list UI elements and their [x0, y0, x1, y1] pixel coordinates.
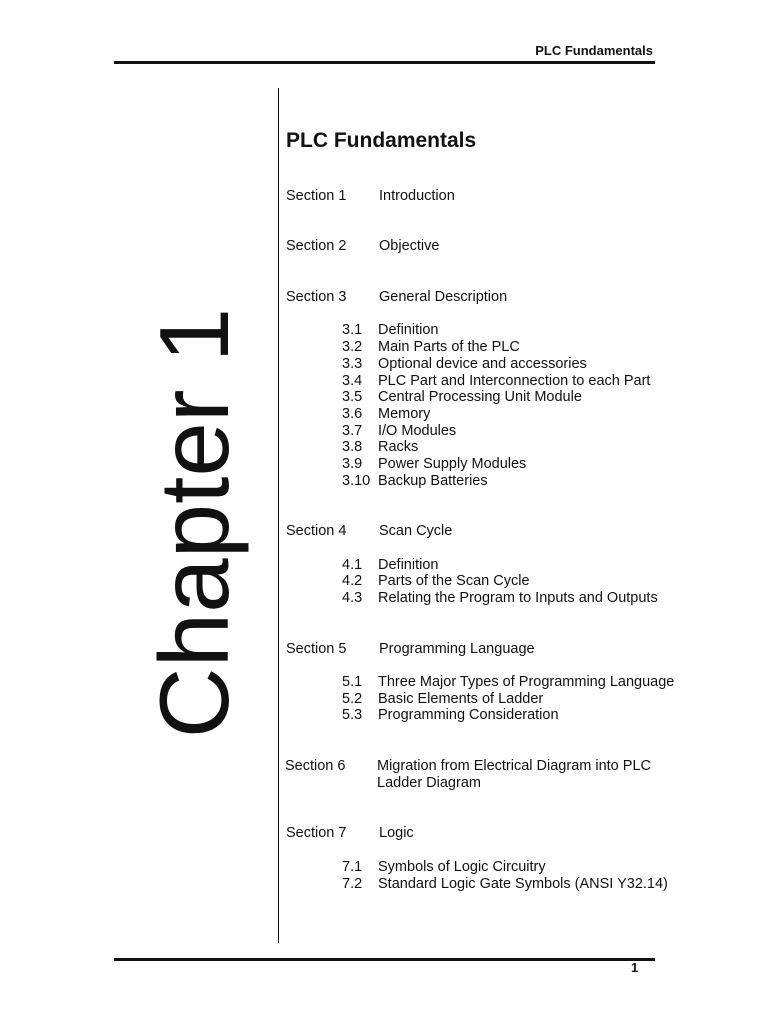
section-title: Scan Cycle	[379, 523, 453, 539]
section-label: Section 4	[286, 523, 347, 539]
subsection-number: 3.10	[342, 473, 371, 489]
subsection-number: 5.2	[342, 691, 363, 707]
subsection-title: Memory	[378, 406, 431, 422]
section-label: Section 2	[286, 238, 347, 254]
subsection-number: 3.2	[342, 339, 363, 355]
subsection-title: Definition	[378, 322, 439, 338]
section-label: Section 6	[285, 758, 346, 774]
subsection-title: Symbols of Logic Circuitry	[378, 859, 546, 875]
subsection-number: 3.8	[342, 439, 363, 455]
subsection-title: PLC Part and Interconnection to each Part	[378, 373, 651, 389]
subsection-number: 5.1	[342, 674, 363, 690]
chapter-label: Chapter 1	[139, 307, 249, 739]
subsection-number: 7.1	[342, 859, 363, 875]
subsection-number: 4.3	[342, 590, 363, 606]
subsection-title: Definition	[378, 557, 439, 573]
section-label: Section 1	[286, 188, 347, 204]
section-label: Section 3	[286, 289, 347, 305]
subsection-title: Power Supply Modules	[378, 456, 527, 472]
subsection-title: I/O Modules	[378, 423, 457, 439]
subsection-title: Racks	[378, 439, 419, 455]
subsection-title: Basic Elements of Ladder	[378, 691, 544, 707]
section-title: Introduction	[379, 188, 455, 204]
subsection-number: 3.5	[342, 389, 363, 405]
section-title: Programming Language	[379, 641, 535, 657]
subsection-title: Relating the Program to Inputs and Outputs	[378, 590, 658, 606]
subsection-number: 3.6	[342, 406, 363, 422]
header-rule	[114, 61, 655, 64]
section-label: Section 5	[286, 641, 347, 657]
subsection-number: 3.9	[342, 456, 363, 472]
subsection-title: Backup Batteries	[378, 473, 488, 489]
section-title: Logic	[379, 825, 414, 841]
subsection-title: Standard Logic Gate Symbols (ANSI Y32.14)	[378, 876, 668, 892]
section-title: Migration from Electrical Diagram into PLC	[377, 758, 651, 774]
subsection-number: 3.4	[342, 373, 363, 389]
subsection-number: 4.2	[342, 573, 363, 589]
subsection-title: Programming Consideration	[378, 707, 559, 723]
page-number: 1	[631, 960, 639, 975]
subsection-number: 3.7	[342, 423, 363, 439]
subsection-title: Optional device and accessories	[378, 356, 587, 372]
subsection-title: Three Major Types of Programming Language	[378, 674, 675, 690]
subsection-title: Main Parts of the PLC	[378, 339, 520, 355]
subsection-number: 7.2	[342, 876, 363, 892]
subsection-number: 4.1	[342, 557, 363, 573]
running-header: PLC Fundamentals	[535, 43, 653, 58]
section-title: General Description	[379, 289, 508, 305]
subsection-title: Parts of the Scan Cycle	[378, 573, 530, 589]
subsection-number: 3.3	[342, 356, 363, 372]
section-title: Objective	[379, 238, 440, 254]
section-label: Section 7	[286, 825, 347, 841]
subsection-number: 3.1	[342, 322, 363, 338]
vertical-divider	[278, 88, 279, 943]
subsection-title: Central Processing Unit Module	[378, 389, 582, 405]
footer-rule	[114, 958, 655, 961]
section-title-continued: Ladder Diagram	[377, 775, 481, 791]
toc-title: PLC Fundamentals	[286, 129, 477, 152]
subsection-number: 5.3	[342, 707, 363, 723]
